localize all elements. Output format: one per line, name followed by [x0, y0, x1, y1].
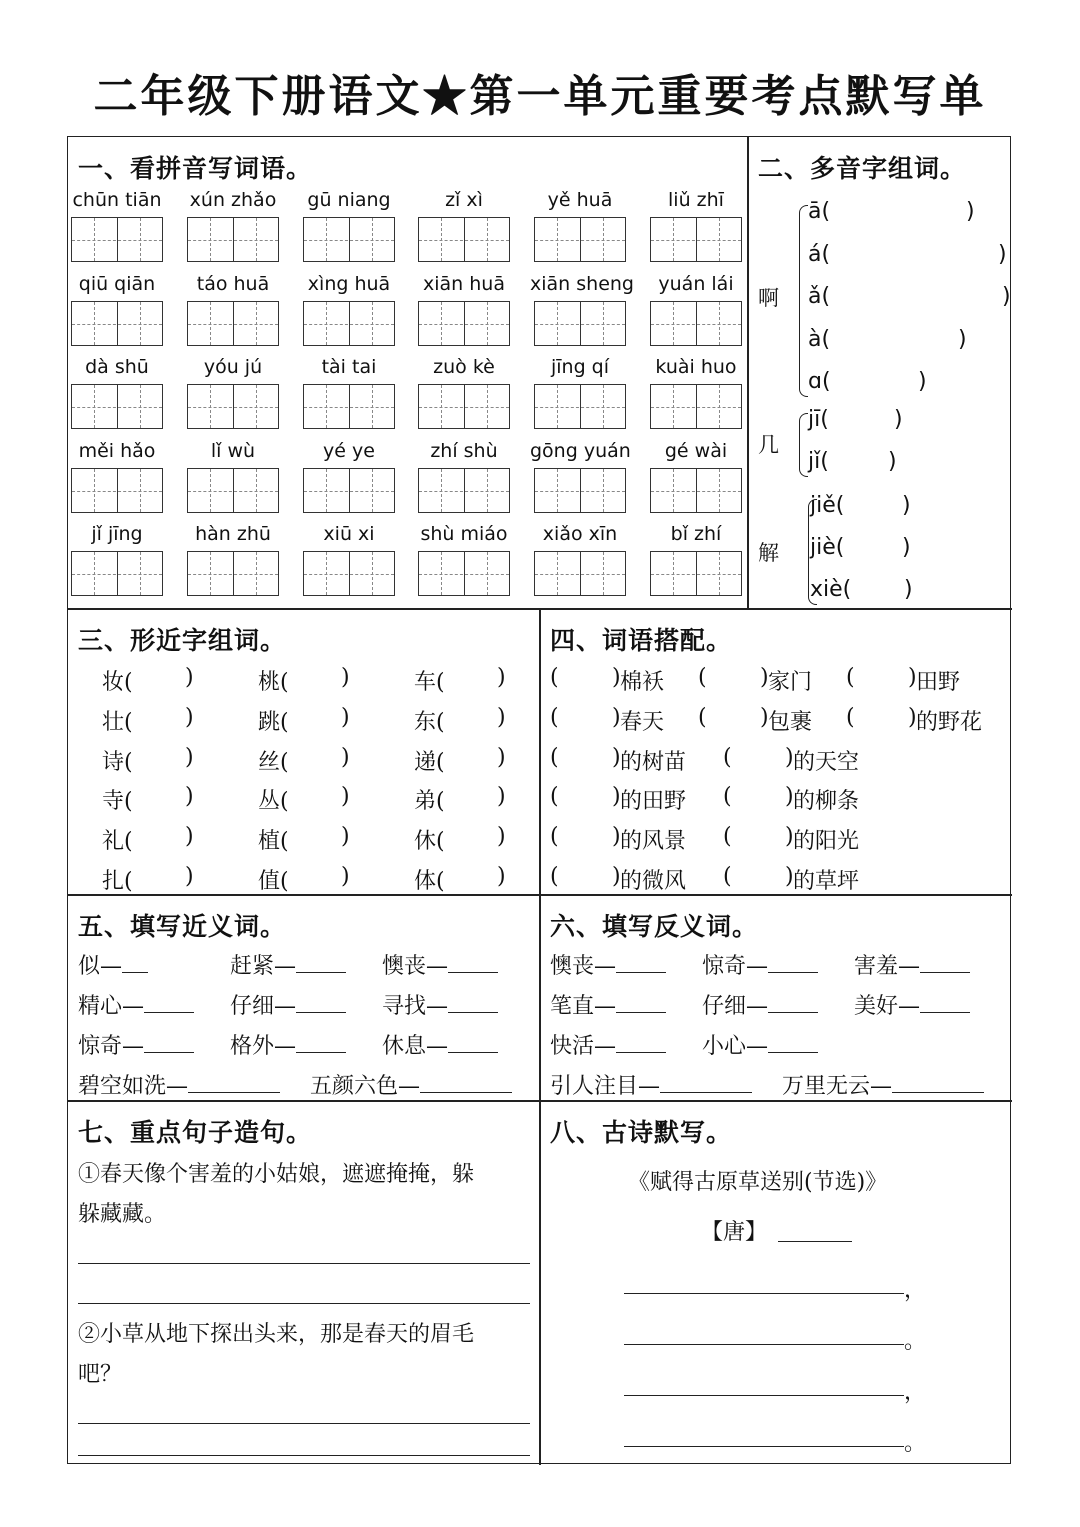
section-4-heading: 四、词语搭配。: [550, 626, 733, 655]
similar-char-item: 弟(: [414, 789, 445, 815]
similar-char-item: 车(: [414, 670, 445, 695]
char-box[interactable]: [418, 301, 510, 346]
answer-blank[interactable]: [448, 952, 498, 973]
polyphone-item: jǐ(: [808, 449, 829, 474]
open-paren: (: [550, 704, 559, 730]
close-paren: ): [904, 577, 913, 602]
pinyin-label: zǐ xì: [445, 189, 483, 211]
word-pair: [78, 1029, 194, 1060]
open-paren: (: [723, 744, 732, 770]
section-5-heading: 五、填写近义词。: [78, 912, 287, 941]
close-paren: ): [497, 704, 506, 730]
section-3-heading: 三、形近字组词。: [78, 626, 287, 655]
similar-char-item: 妆(: [102, 670, 133, 695]
answer-blank[interactable]: [144, 992, 194, 1013]
answer-blank[interactable]: [296, 952, 346, 973]
pinyin-label: xún zhǎo: [189, 189, 277, 211]
match-word: 的野花: [916, 709, 983, 735]
similar-char-item: 诗(: [102, 749, 133, 775]
close-paren: ): [341, 665, 350, 690]
match-word: 的风景: [620, 829, 687, 855]
answer-blank[interactable]: [768, 1032, 818, 1053]
word-pair: [382, 949, 498, 980]
poem-title: 《赋得古原草送别(节选)》: [628, 1170, 888, 1195]
word-label: 小心—: [702, 1034, 769, 1059]
open-paren: (: [723, 824, 732, 850]
pinyin-label: hàn zhū: [195, 523, 271, 545]
word-pair: [78, 989, 194, 1020]
sentence-2-line-2: 吧？: [78, 1362, 123, 1387]
similar-char-item: 壮(: [102, 709, 133, 735]
word-pair: [550, 949, 666, 980]
answer-blank[interactable]: [296, 992, 346, 1013]
word-label: 快活—: [550, 1034, 617, 1059]
answer-blank[interactable]: [296, 1032, 346, 1053]
char-box[interactable]: [303, 551, 395, 596]
char-box[interactable]: [187, 551, 279, 596]
similar-char-item: 扎(: [102, 869, 133, 894]
match-word: 春天: [620, 709, 665, 735]
char-box[interactable]: [650, 301, 742, 346]
pinyin-label: yuán lái: [658, 272, 734, 295]
pinyin-label: jǐ jīng: [91, 523, 143, 545]
section-8-heading: 八、古诗默写。: [550, 1118, 733, 1147]
match-word: 包裹: [768, 709, 813, 735]
divider: [68, 1100, 1012, 1102]
open-paren: (: [846, 704, 855, 730]
answer-blank[interactable]: [768, 992, 818, 1013]
word-label: 碧空如洗—: [78, 1074, 189, 1099]
pinyin-label: lǐ wù: [210, 439, 256, 462]
answer-line[interactable]: [78, 1263, 530, 1264]
close-paren: ): [185, 665, 194, 690]
poem-punct: 。: [904, 1431, 927, 1456]
divider: [539, 608, 541, 1465]
char-box[interactable]: [650, 468, 742, 513]
section-6-heading: 六、填写反义词。: [550, 912, 759, 941]
pinyin-label: shù miáo: [420, 523, 508, 545]
answer-blank[interactable]: [616, 992, 666, 1013]
word-label: 似—: [78, 954, 123, 979]
close-paren: ): [341, 824, 350, 850]
pinyin-label: gōng yuán: [530, 439, 631, 462]
poem-punct: 。: [904, 1329, 927, 1354]
word-pair: [230, 1029, 346, 1060]
close-paren: ): [497, 864, 506, 889]
poem-punct: ，: [904, 1278, 927, 1303]
word-pair: [230, 989, 346, 1020]
pinyin-label: dà shū: [85, 356, 149, 378]
close-paren: ): [785, 784, 794, 810]
close-paren: ): [785, 744, 794, 770]
word-label: 赶紧—: [230, 954, 297, 979]
pinyin-label: tài tai: [321, 356, 377, 378]
match-word: 田野: [916, 670, 961, 695]
close-paren: ): [760, 665, 769, 690]
poem-line[interactable]: [624, 1395, 904, 1396]
section-2-heading: 二、多音字组词。: [758, 154, 967, 183]
close-paren: ): [497, 665, 506, 690]
close-paren: ): [760, 704, 769, 730]
char-box[interactable]: [418, 468, 510, 513]
similar-char-item: 体(: [414, 869, 445, 894]
pinyin-label: xiǎo xīn: [542, 523, 618, 545]
pinyin-label: bǐ zhí: [670, 523, 722, 545]
close-paren: ): [185, 704, 194, 730]
polyphone-item: á(: [808, 241, 831, 267]
open-paren: (: [550, 864, 559, 889]
answer-blank[interactable]: [616, 1032, 666, 1053]
open-paren: (: [550, 744, 559, 770]
answer-blank[interactable]: [420, 1072, 512, 1093]
char-box[interactable]: [418, 217, 510, 262]
pinyin-label: liǔ zhī: [668, 189, 724, 211]
close-paren: ): [497, 744, 506, 770]
pinyin-label: qiū qiān: [78, 272, 156, 295]
char-box[interactable]: [650, 217, 742, 262]
close-paren: ): [341, 744, 350, 770]
polyphone-char: 几: [758, 433, 779, 457]
polyphone-char: 啊: [758, 286, 779, 310]
polyphone-char: 解: [758, 541, 779, 565]
close-paren: ): [612, 784, 621, 810]
sentence-2-line-1: ②小草从地下探出头来，那是春天的眉毛: [78, 1322, 475, 1347]
divider: [68, 894, 1012, 896]
answer-blank[interactable]: [448, 992, 498, 1013]
similar-char-item: 递(: [414, 749, 445, 775]
word-pair: [310, 1069, 512, 1100]
similar-char-item: 桃(: [258, 670, 289, 695]
similar-char-item: 寺(: [102, 789, 133, 815]
polyphone-item: ǎ(: [808, 284, 831, 309]
open-paren: (: [698, 665, 707, 690]
match-word: 的柳条: [793, 789, 860, 815]
close-paren: ): [612, 704, 621, 730]
close-paren: ): [902, 535, 911, 560]
poem-line[interactable]: [624, 1293, 904, 1294]
polyphone-item: ā(: [808, 199, 831, 224]
open-paren: (: [723, 864, 732, 889]
pinyin-label: měi hǎo: [78, 439, 156, 462]
similar-char-item: 休(: [414, 829, 445, 855]
sentence-1-line-1: ①春天像个害羞的小姑娘，遮遮掩掩，躲: [78, 1162, 475, 1187]
match-word: 的微风: [620, 869, 687, 894]
close-paren: ): [185, 824, 194, 850]
word-label: 害羞—: [854, 954, 921, 979]
pinyin-label: xiū xi: [323, 523, 375, 545]
similar-char-item: 丝(: [258, 749, 289, 775]
close-paren: ): [958, 326, 967, 352]
word-label: 精心—: [78, 994, 145, 1019]
char-box[interactable]: [187, 301, 279, 346]
section-7-heading: 七、重点句子造句。: [78, 1118, 313, 1147]
word-label: 寻找—: [382, 994, 449, 1019]
close-paren: ): [612, 665, 621, 690]
close-paren: ): [888, 449, 897, 474]
answer-blank[interactable]: [616, 952, 666, 973]
word-pair: [382, 1029, 498, 1060]
word-label: 懊丧—: [382, 954, 449, 979]
close-paren: ): [894, 407, 903, 432]
similar-char-item: 植(: [258, 829, 289, 855]
brace: [799, 413, 808, 477]
char-box[interactable]: [71, 551, 163, 596]
char-box[interactable]: [187, 217, 279, 262]
similar-char-item: 值(: [258, 869, 289, 894]
pinyin-label: xiān huā: [423, 272, 505, 295]
char-box[interactable]: [534, 551, 626, 596]
match-word: 的树苗: [620, 749, 687, 775]
poem-line[interactable]: [624, 1446, 904, 1447]
answer-blank[interactable]: [188, 1072, 280, 1093]
char-box[interactable]: [303, 468, 395, 513]
word-label: 仔细—: [702, 994, 769, 1019]
char-box[interactable]: [71, 468, 163, 513]
match-word: 家门: [768, 670, 813, 695]
close-paren: ): [497, 824, 506, 850]
word-pair: [782, 1069, 984, 1100]
worksheet-frame: [67, 136, 1011, 1464]
word-pair: [854, 949, 970, 980]
close-paren: ): [341, 864, 350, 889]
polyphone-item: xiè(: [810, 577, 852, 602]
polyphone-item: jiè(: [810, 535, 845, 560]
close-paren: ): [785, 824, 794, 850]
close-paren: ): [341, 784, 350, 810]
char-box[interactable]: [650, 384, 742, 429]
close-paren: ): [1002, 284, 1011, 309]
brace: [799, 205, 808, 397]
poem-punct: ，: [904, 1380, 927, 1405]
answer-blank[interactable]: [448, 1032, 498, 1053]
word-pair: [78, 949, 148, 980]
close-paren: ): [785, 864, 794, 889]
open-paren: (: [550, 824, 559, 850]
word-pair: [702, 949, 818, 980]
word-label: 五颜六色—: [310, 1074, 421, 1099]
similar-char-item: 跳(: [258, 709, 289, 735]
answer-line[interactable]: [78, 1455, 530, 1456]
similar-char-item: 礼(: [102, 829, 133, 855]
close-paren: ): [966, 199, 975, 224]
answer-blank[interactable]: [660, 1072, 752, 1093]
word-label: 惊奇—: [702, 954, 769, 979]
char-box[interactable]: [534, 384, 626, 429]
word-pair: [550, 1069, 752, 1100]
word-pair: [550, 989, 666, 1020]
word-pair: [702, 989, 818, 1020]
char-box[interactable]: [303, 217, 395, 262]
close-paren: ): [908, 704, 917, 730]
pinyin-label: jīng qí: [550, 356, 610, 378]
answer-line[interactable]: [78, 1423, 530, 1424]
open-paren: (: [723, 784, 732, 810]
pinyin-label: chūn tiān: [72, 189, 162, 211]
pinyin-label: zhí shù: [430, 439, 498, 462]
char-box[interactable]: [534, 468, 626, 513]
pinyin-label: kuài huo: [655, 356, 737, 378]
answer-blank[interactable]: [144, 1032, 194, 1053]
word-label: 万里无云—: [782, 1074, 893, 1099]
word-pair: [550, 1029, 666, 1060]
section-1-heading: 一、看拼音写词语。: [78, 154, 313, 183]
word-pair: [382, 989, 498, 1020]
match-word: 棉袄: [620, 670, 665, 695]
divider: [747, 137, 749, 609]
word-label: 惊奇—: [78, 1034, 145, 1059]
close-paren: ): [497, 784, 506, 810]
char-box[interactable]: [418, 551, 510, 596]
char-box[interactable]: [71, 217, 163, 262]
close-paren: ): [918, 369, 927, 394]
page-title: 二年级下册语文★第一单元重要考点默写单: [93, 71, 987, 122]
pinyin-label: gū niang: [307, 189, 391, 211]
close-paren: ): [185, 784, 194, 810]
pinyin-label: yóu jú: [203, 356, 263, 378]
close-paren: ): [998, 241, 1007, 267]
char-box[interactable]: [650, 551, 742, 596]
answer-blank[interactable]: [920, 952, 970, 973]
answer-blank[interactable]: [892, 1072, 984, 1093]
answer-blank[interactable]: [768, 952, 818, 973]
match-word: 的田野: [620, 789, 687, 815]
char-box[interactable]: [534, 301, 626, 346]
word-label: 懊丧—: [550, 954, 617, 979]
char-box[interactable]: [71, 301, 163, 346]
polyphone-item: jī(: [808, 407, 829, 432]
poem-line[interactable]: [624, 1344, 904, 1345]
char-box[interactable]: [187, 468, 279, 513]
word-label: 引人注目—: [550, 1074, 661, 1099]
word-pair: [702, 1029, 818, 1060]
polyphone-item: à(: [808, 326, 831, 352]
similar-char-item: 丛(: [258, 789, 289, 815]
close-paren: ): [908, 665, 917, 690]
pinyin-label: zuò kè: [433, 356, 495, 378]
match-word: 的阳光: [793, 829, 860, 855]
pinyin-label: táo huā: [196, 272, 270, 295]
answer-blank[interactable]: [920, 992, 970, 1013]
close-paren: ): [902, 493, 911, 518]
word-label: 美好—: [854, 994, 921, 1019]
word-pair: [230, 949, 346, 980]
polyphone-item: ɑ(: [808, 369, 831, 394]
char-box[interactable]: [303, 384, 395, 429]
pinyin-label: xìng huā: [307, 272, 391, 295]
close-paren: ): [341, 704, 350, 730]
pinyin-label: xiān sheng: [530, 272, 634, 295]
word-label: 仔细—: [230, 994, 297, 1019]
char-box[interactable]: [303, 301, 395, 346]
word-label: 格外—: [230, 1034, 297, 1059]
close-paren: ): [612, 864, 621, 889]
char-box[interactable]: [187, 384, 279, 429]
char-box[interactable]: [71, 384, 163, 429]
match-word: 的草坪: [793, 869, 860, 894]
close-paren: ): [185, 864, 194, 889]
similar-char-item: 东(: [414, 709, 445, 735]
char-box[interactable]: [418, 384, 510, 429]
word-label: 笔直—: [550, 994, 617, 1019]
sentence-1-line-2: 躲藏藏。: [78, 1202, 167, 1227]
author-line[interactable]: [778, 1241, 852, 1242]
close-paren: ): [612, 824, 621, 850]
word-label: 休息—: [382, 1034, 449, 1059]
poem-dynasty: 【唐】: [701, 1220, 768, 1245]
open-paren: (: [550, 784, 559, 810]
polyphone-item: jiě(: [810, 493, 845, 518]
pinyin-label: gé wài: [664, 439, 728, 462]
close-paren: ): [612, 744, 621, 770]
word-pair: [78, 1069, 280, 1100]
pinyin-label: yě huā: [547, 189, 613, 211]
match-word: 的天空: [793, 749, 860, 775]
answer-blank[interactable]: [122, 952, 148, 973]
answer-line[interactable]: [78, 1303, 530, 1304]
open-paren: (: [698, 704, 707, 730]
char-box[interactable]: [534, 217, 626, 262]
pinyin-label: yé ye: [323, 439, 375, 462]
open-paren: (: [846, 665, 855, 690]
close-paren: ): [185, 744, 194, 770]
word-pair: [854, 989, 970, 1020]
open-paren: (: [550, 665, 559, 690]
